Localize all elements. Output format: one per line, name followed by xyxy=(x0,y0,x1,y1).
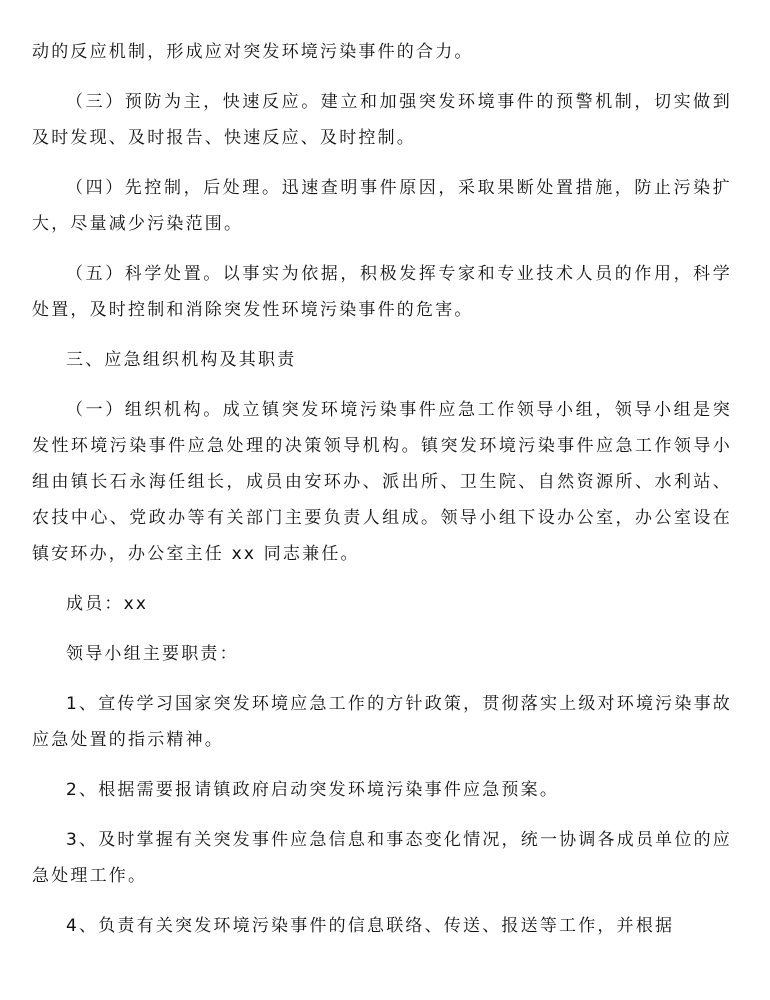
list-item-duty-2: 2、根据需要报请镇政府启动突发环境污染事件应急预案。 xyxy=(66,780,560,800)
list-item-duty-1: 1、宣传学习国家突发环境应急工作的方针政策，贯彻落实上级对环境污染事故应急处置的指示精神。 xyxy=(32,694,732,750)
paragraph-duties-heading: 领导小组主要职责： xyxy=(66,644,239,664)
paragraph-principle-3: （三）预防为主，快速反应。建立和加强突发环境事件的预警机制，切实做到及时发现、及时报告、快速反应、及时控制。 xyxy=(32,92,732,148)
document-body xyxy=(32,34,732,944)
paragraph-continuation: 动的反应机制，形成应对突发环境污染事件的合力。 xyxy=(32,42,474,62)
section-heading-3: 三、应急组织机构及其职责 xyxy=(66,350,297,370)
paragraph-principle-4: （四）先控制，后处理。迅速查明事件原因，采取果断处置措施，防止污染扩大，尽量减少污染范围。 xyxy=(32,178,732,234)
list-item-duty-4: 4、负责有关突发环境污染事件的信息联络、传送、报送等工作，并根据 xyxy=(66,916,675,936)
paragraph-organization: （一）组织机构。成立镇突发环境污染事件应急工作领导小组，领导小组是突发性环境污染事件应急处理的决策领导机构。镇突发环境污染事件应急工作领导小组由镇长石永海任组长，成员由安环办、派出所、卫生院、自然资源所、水利站、农技中心、党政办等有关部门主要负责人组成。领导小组下设办公室，办公室设在镇安环办，办公室主任 xx 同志兼任。 xyxy=(32,400,732,564)
paragraph-principle-5: （五）科学处置。以事实为依据，积极发挥专家和专业技术人员的作用，科学处置，及时控制和消除突发性环境污染事件的危害。 xyxy=(32,264,732,320)
paragraph-members: 成员：xx xyxy=(66,594,149,614)
list-item-duty-3: 3、及时掌握有关突发事件应急信息和事态变化情况，统一协调各成员单位的应急处理工作。 xyxy=(32,830,732,886)
